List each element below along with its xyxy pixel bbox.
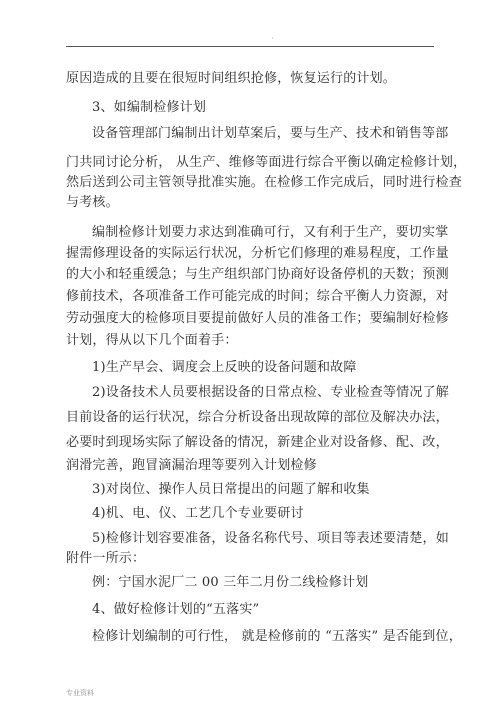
example-line: 例：宁国水泥厂二 00 三年二月份二线检修计划	[92, 575, 369, 590]
text-line: 计划，得从以下几个面着手：	[66, 333, 238, 348]
text-line: 原因造成的且要在很短时间组织抢修，恢复运行的计划。	[66, 71, 397, 86]
list-item: 2)设备技术人员要根据设备的日常点检、专业检查等情况了解	[92, 385, 449, 400]
list-item: 3)对岗位、操作人员日常提出的问题了解和收集	[92, 482, 370, 497]
text-line: 与考核。	[66, 195, 119, 210]
text-line: 目前设备的运行状况，综合分析设备出现故障的部位及解决办法，	[66, 410, 449, 425]
text-line: 检修计划编制的可行性， 就是检修前的 “五落实” 是否能到位，	[92, 629, 462, 644]
text-line: 修前技术，各项准备工作可能完成的时间；综合平衡人力资源，对	[66, 289, 449, 304]
section-heading: 3、如编制检修计划	[92, 100, 207, 115]
header-mark: '	[272, 37, 274, 44]
text-line: 门共同讨论分析， 从生产、维修等面进行综合平衡以确定检修计划，	[66, 155, 467, 170]
text-line: 的大小和轻重缓急；与生产组织部门协商好设备停机的天数；预测	[66, 267, 449, 282]
list-item: 5)检修计划容要准备，设备名称代号、项目等表述要清楚，如	[92, 531, 449, 546]
section-heading: 4、做好检修计划的“五落实”	[92, 602, 260, 617]
list-item: 1)生产早会、调度会上反映的设备问题和故障	[92, 360, 357, 375]
text-line: 握需修理设备的实际运行状况，分析它们修理的难易程度，工作量	[66, 246, 449, 261]
footer-label: 专业资料	[66, 689, 94, 697]
text-line: 润滑完善，跑冒滴漏治理等要列入计划检修	[66, 458, 317, 473]
text-line: 附件一所示：	[66, 551, 146, 566]
header-rule	[66, 46, 434, 47]
text-line: 编制检修计划要力求达到准确可行，又有利于生产，要切实掌	[92, 225, 449, 240]
text-line: 劳动强度大的检修项目要提前做好人员的准备工作；要编制好检修	[66, 311, 449, 326]
list-item: 4)机、电、仪、工艺几个专业要研讨	[92, 506, 304, 521]
text-line: 必要时到现场实际了解设备的情况，新建企业对设备修、配、改，	[66, 435, 449, 450]
text-line: 然后送到公司主管领导批准实施。在检修工作完成后，同时进行检查	[66, 175, 463, 190]
text-line: 设备管理部门编制出计划草案后，要与生产、技术和销售等部	[92, 126, 449, 141]
